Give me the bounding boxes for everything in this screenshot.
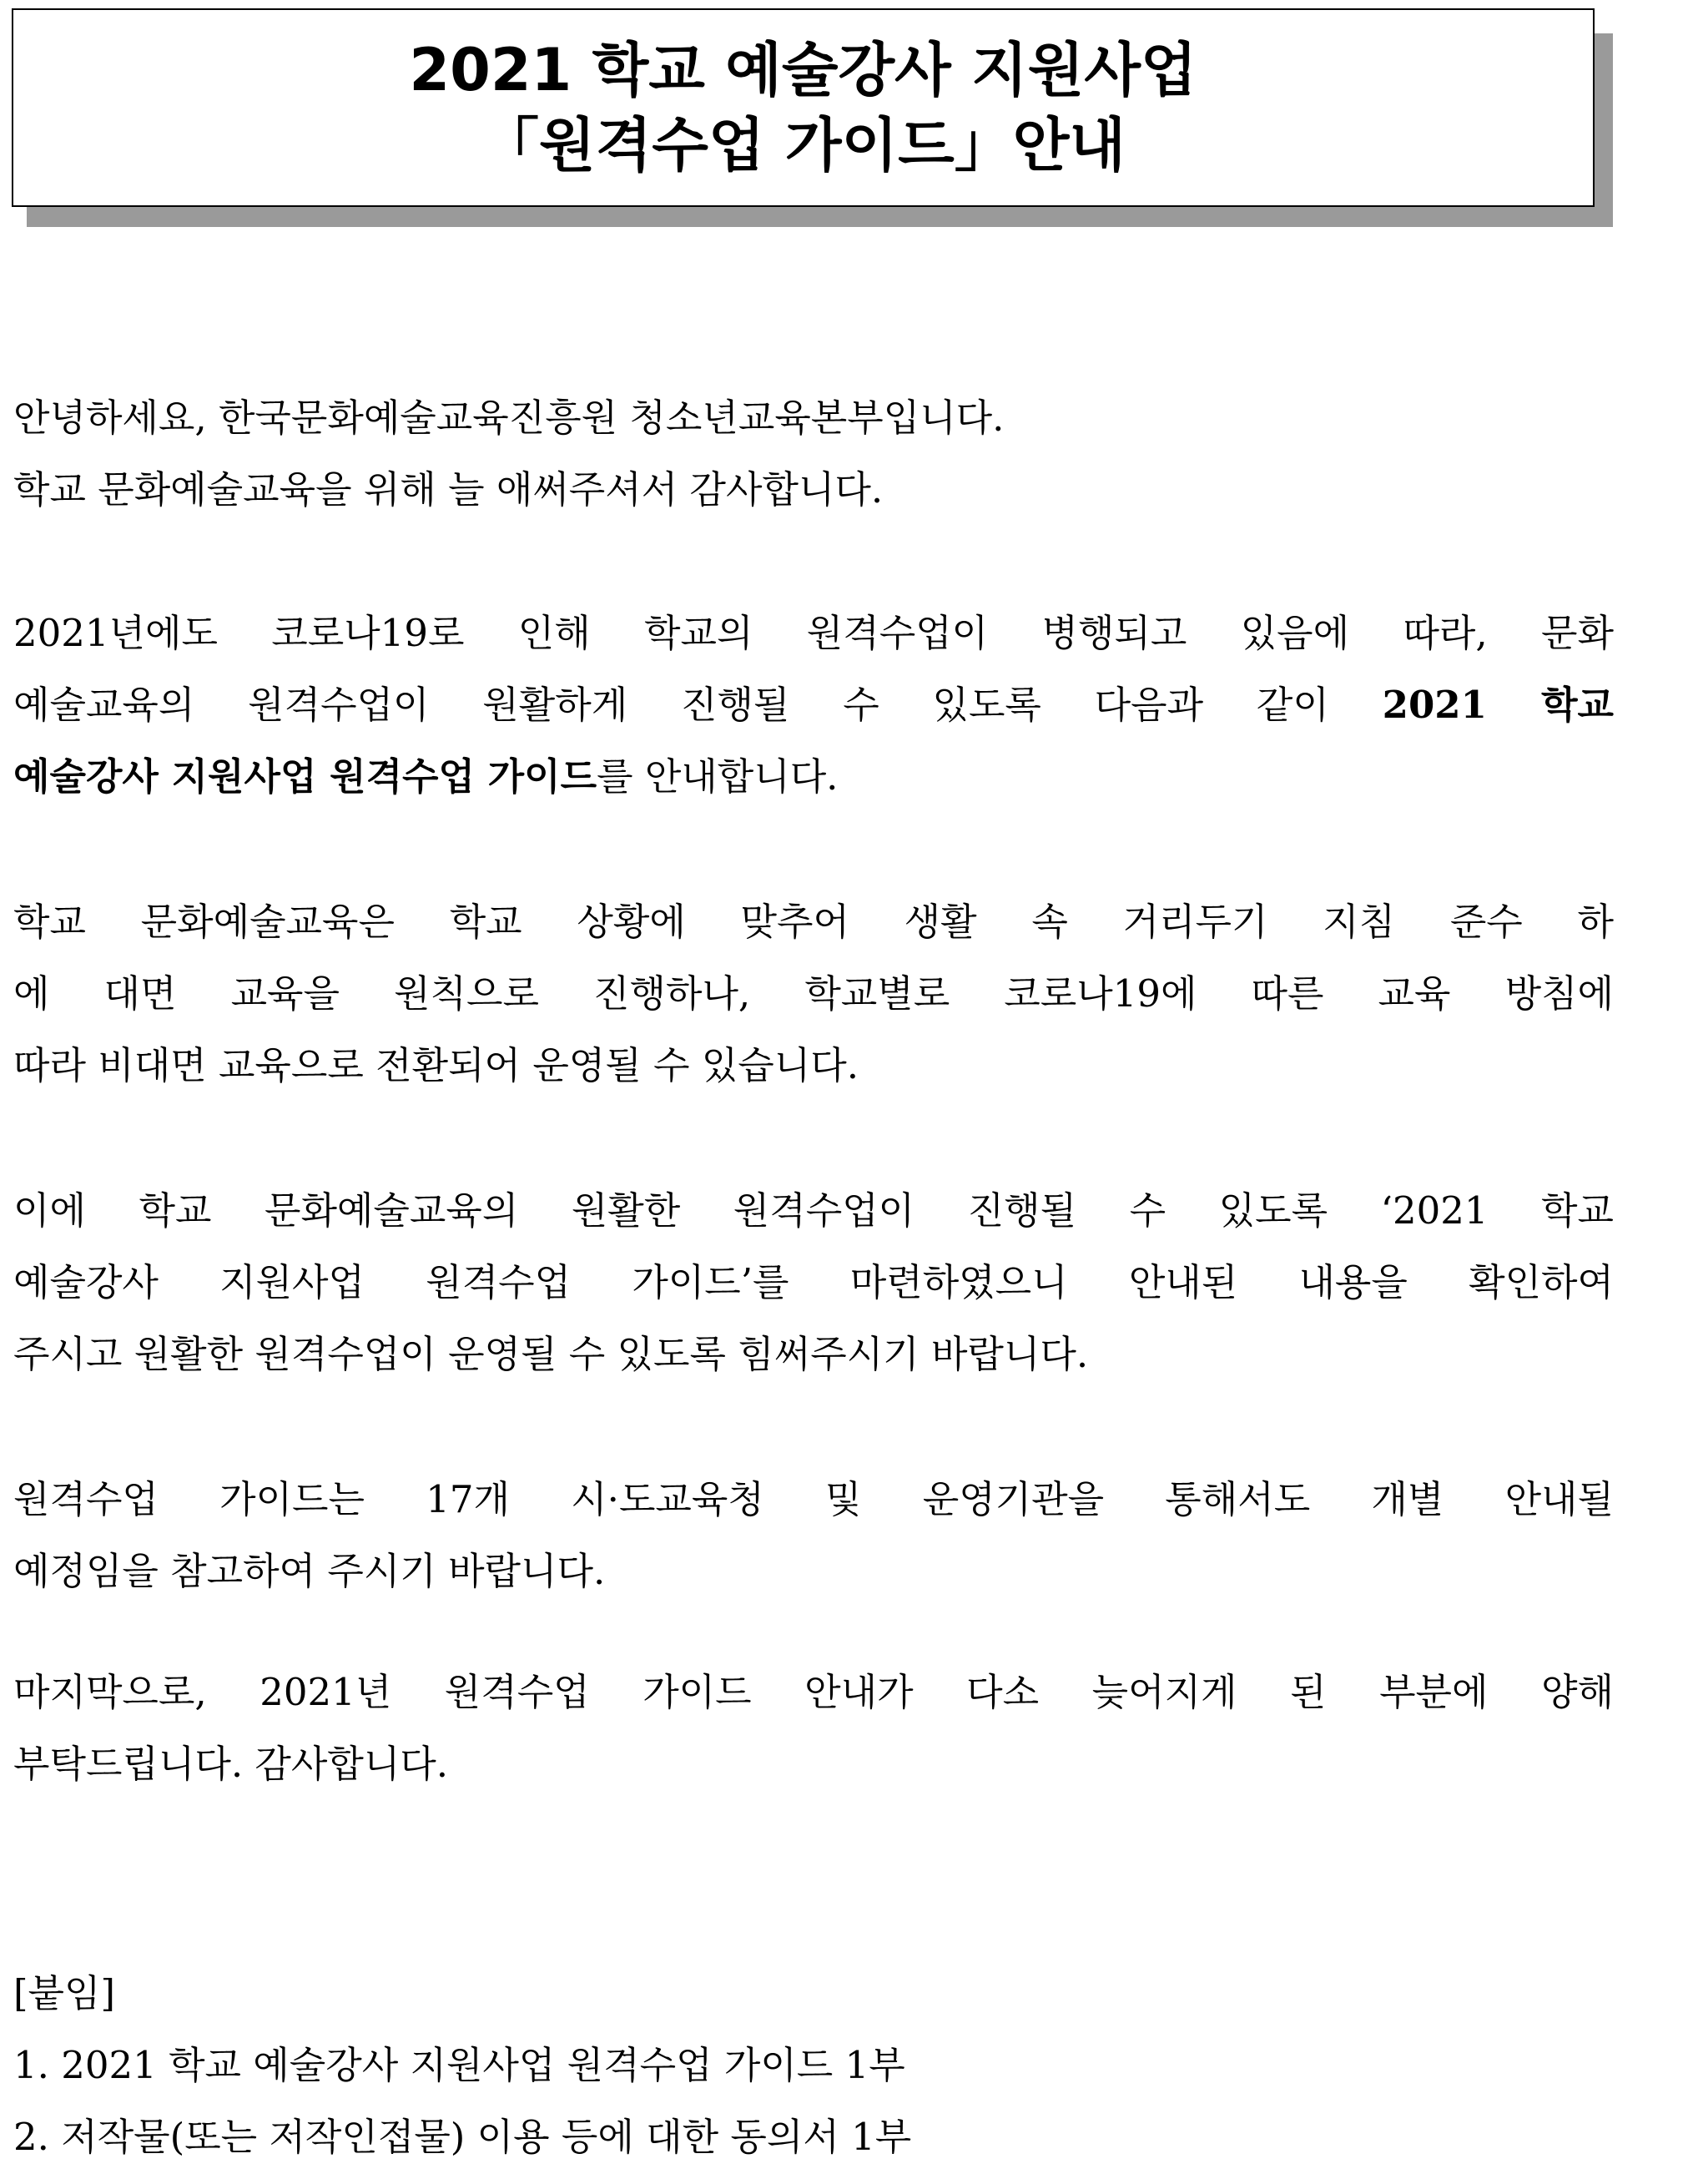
- closing-line-2: 부탁드립니다. 감사합니다.: [13, 1742, 449, 1786]
- guide-line-3: 주시고 원활한 원격수업이 운영될 수 있도록 힘써주시기 바랍니다.: [13, 1332, 1089, 1376]
- greeting-line-1: 안녕하세요, 한국문화예술교육진흥원 청소년교육본부입니다.: [13, 396, 1005, 440]
- announcement-line-1: 2021년에도 코로나19로 인해 학교의 원격수업이 병행되고 있음에 따라, 문화: [13, 611, 1614, 655]
- title-box: [12, 8, 1595, 207]
- announcement-line-3-text: 를 안내합니다.: [597, 754, 839, 799]
- attachment-item-2: 2. 저작물(또는 저작인접물) 이용 등에 대한 동의서 1부: [13, 2115, 912, 2159]
- guide-paragraph: [13, 1175, 1614, 1390]
- closing-paragraph: [13, 1657, 1614, 1800]
- attachment-item-1: 1. 2021 학교 예술강사 지원사업 원격수업 가이드 1부: [13, 2043, 905, 2087]
- greeting-line-2: 학교 문화예술교육을 위해 늘 애써주셔서 감사합니다.: [13, 467, 884, 512]
- policy-line-1: 학교 문화예술교육은 학교 상황에 맞추어 생활 속 거리두기 지침 준수 하: [13, 900, 1614, 944]
- distribution-line-2: 예정임을 참고하여 주시기 바랍니다.: [13, 1549, 606, 1593]
- announcement-paragraph: [13, 598, 1614, 813]
- guide-line-2: 예술강사 지원사업 원격수업 가이드’를 마련하였으니 안내된 내용을 확인하여: [13, 1260, 1614, 1304]
- policy-line-3: 따라 비대면 교육으로 전환되어 운영될 수 있습니다.: [13, 1043, 859, 1087]
- policy-line-2: 에 대면 교육을 원칙으로 진행하나, 학교별로 코로나19에 따른 교육 방침에: [13, 971, 1614, 1016]
- guide-title-bold-2: 예술강사 지원사업 원격수업 가이드: [13, 754, 597, 799]
- title-line-1: 2021 학교 예술강사 지원사업: [409, 36, 1197, 104]
- greeting-paragraph: [13, 382, 1614, 526]
- distribution-paragraph: [13, 1464, 1614, 1607]
- closing-line-1: 마지막으로, 2021년 원격수업 가이드 안내가 다소 늦어지게 된 부분에 양해: [13, 1670, 1614, 1714]
- policy-paragraph: [13, 886, 1614, 1102]
- guide-line-1: 이에 학교 문화예술교육의 원활한 원격수업이 진행될 수 있도록 ‘2021 학교: [13, 1188, 1614, 1233]
- guide-title-bold-1: 2021 학교: [1382, 683, 1615, 727]
- title-line-2: 「원격수업 가이드」안내: [481, 111, 1126, 179]
- distribution-line-1: 원격수업 가이드는 17개 시·도교육청 및 운영기관을 통해서도 개별 안내될: [13, 1477, 1614, 1521]
- attachments-heading: [붙임]: [13, 1971, 116, 2015]
- announcement-line-2-text: 예술교육의 원격수업이 원활하게 진행될 수 있도록 다음과 같이: [13, 683, 1383, 727]
- attachments-section: [13, 1958, 1614, 2173]
- announcement-line-3: [13, 741, 1614, 813]
- announcement-line-2: [13, 669, 1614, 741]
